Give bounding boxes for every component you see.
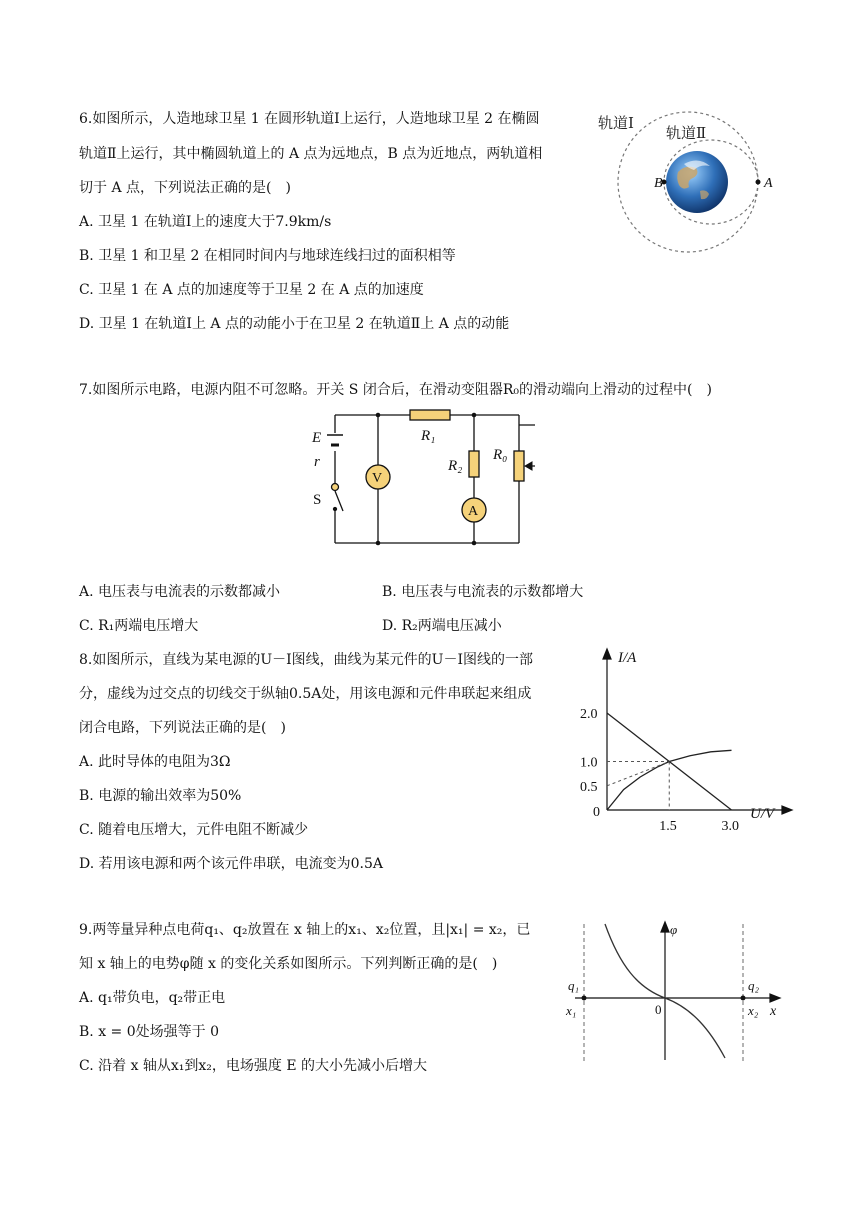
x-tick-label: 1.5	[659, 819, 677, 834]
x-tick-label: 3.0	[721, 819, 739, 834]
q6-option-a: A. 卫星 1 在轨道Ⅰ上的速度大于7.9km/s	[79, 214, 332, 230]
q6-stem-line2: 轨道Ⅱ上运行，其中椭圆轨道上的 A 点为远地点，B 点为近地点，两轨道相	[79, 146, 543, 162]
q6-option-c: C. 卫星 1 在 A 点的加速度等于卫星 2 在 A 点的加速度	[79, 282, 424, 298]
q9-stem-line2: 知 x 轴上的电势φ随 x 的变化关系如图所示。下列判断正确的是( )	[79, 956, 498, 972]
q8-option-c: C. 随着电压增大，元件电阻不断减少	[79, 822, 309, 838]
point-a-label: A	[764, 176, 773, 191]
q7-stem: 7.如图所示电路，电源内阻不可忽略。开关 S 闭合后，在滑动变阻器R₀的滑动端向上滑动的过程中( )	[79, 382, 712, 398]
potential-figure	[560, 918, 790, 1068]
y-tick-label: 1.0	[580, 755, 598, 771]
rheostat-r0	[514, 451, 524, 481]
q8-stem-line1: 8.如图所示，直线为某电源的U－I图线，曲线为某元件的U－I图线的一部	[79, 652, 534, 668]
resistor-r2	[469, 451, 479, 477]
label-r1: R₁	[421, 428, 436, 444]
switch-icon	[332, 484, 344, 512]
circuit-figure	[305, 405, 535, 550]
phi-axis-arrow	[661, 922, 669, 932]
battery-icon	[327, 435, 343, 445]
x-label: x	[770, 1004, 777, 1019]
label-s: S	[313, 492, 322, 508]
q7-option-b: B. 电压表与电流表的示数都增大	[382, 584, 584, 600]
phi-label: φ	[670, 922, 678, 937]
chart-x-axis-label: U/V	[750, 806, 775, 822]
x-axis-arrow	[770, 994, 780, 1002]
point-b-label: B	[654, 176, 663, 191]
orbit-figure	[592, 106, 792, 258]
chart-origin-label: 0	[593, 805, 600, 820]
q9-option-c: C. 沿着 x 轴从x₁到x₂，电场强度 E 的大小先减小后增大	[79, 1058, 428, 1074]
voltmeter-icon	[366, 465, 390, 489]
q9-stem-line1: 9.两等量异种点电荷q₁、q₂放置在 x 轴上的x₁、x₂位置，且|x₁| = x₂，已	[79, 922, 531, 938]
x1-label: x₁	[566, 1003, 577, 1018]
q6-stem-line3: 切于 A 点，下列说法正确的是( )	[79, 180, 291, 196]
q1-label: q₁	[568, 978, 580, 993]
resistor-r1	[410, 410, 450, 420]
x2-label: x₂	[748, 1003, 759, 1018]
chart-y-axis-label: I/A	[618, 650, 637, 666]
voltmeter-label: V	[372, 471, 383, 486]
y-tick-label: 0.5	[580, 779, 598, 795]
q1-dot	[582, 996, 587, 1001]
q8-stem-line3: 闭合电路，下列说法正确的是( )	[79, 720, 286, 736]
q7-option-d: D. R₂两端电压减小	[382, 618, 502, 634]
q6-stem-line1: 6.如图所示，人造地球卫星 1 在圆形轨道Ⅰ上运行，人造地球卫星 2 在椭圆	[79, 111, 540, 127]
point-a-dot	[756, 180, 761, 185]
q8-option-a: A. 此时导体的电阻为3Ω	[79, 754, 231, 770]
ammeter-label: A	[468, 504, 479, 519]
label-e: E	[312, 430, 322, 446]
q8-stem-line2: 分，虚线为过交点的切线交于纵轴0.5A处，用该电源和元件串联起来组成	[79, 686, 532, 702]
label-r: r	[314, 454, 320, 470]
iu-chart	[580, 645, 800, 835]
label-r0: R₀	[493, 447, 508, 463]
q8-option-d: D. 若用该电源和两个该元件串联，电流变为0.5A	[79, 856, 383, 872]
rheostat-slider-arrow	[525, 425, 535, 470]
q2-label: q₂	[748, 978, 760, 993]
q7-option-c: C. R₁两端电压增大	[79, 618, 199, 634]
q6-option-d: D. 卫星 1 在轨道Ⅰ上 A 点的动能小于在卫星 2 在轨道Ⅱ上 A 点的动能	[79, 316, 510, 332]
origin-label: 0	[655, 1002, 662, 1017]
orbit-1-label: 轨道Ⅰ	[598, 116, 634, 132]
q9-option-a: A. q₁带负电，q₂带正电	[79, 990, 226, 1006]
label-r2: R₂	[448, 458, 463, 474]
q2-dot	[741, 996, 746, 1001]
q6-option-b: B. 卫星 1 和卫星 2 在相同时间内与地球连线扫过的面积相等	[79, 248, 456, 264]
ammeter-icon	[462, 498, 486, 522]
y-tick-label: 2.0	[580, 707, 598, 722]
q7-option-a: A. 电压表与电流表的示数都减小	[79, 584, 281, 600]
tangent-line	[607, 762, 669, 786]
orbit-2-label: 轨道Ⅱ	[666, 126, 707, 142]
q9-option-b: B. x = 0处场强等于 0	[79, 1024, 219, 1040]
q8-option-b: B. 电源的输出效率为50%	[79, 788, 242, 804]
earth-icon	[666, 151, 728, 213]
